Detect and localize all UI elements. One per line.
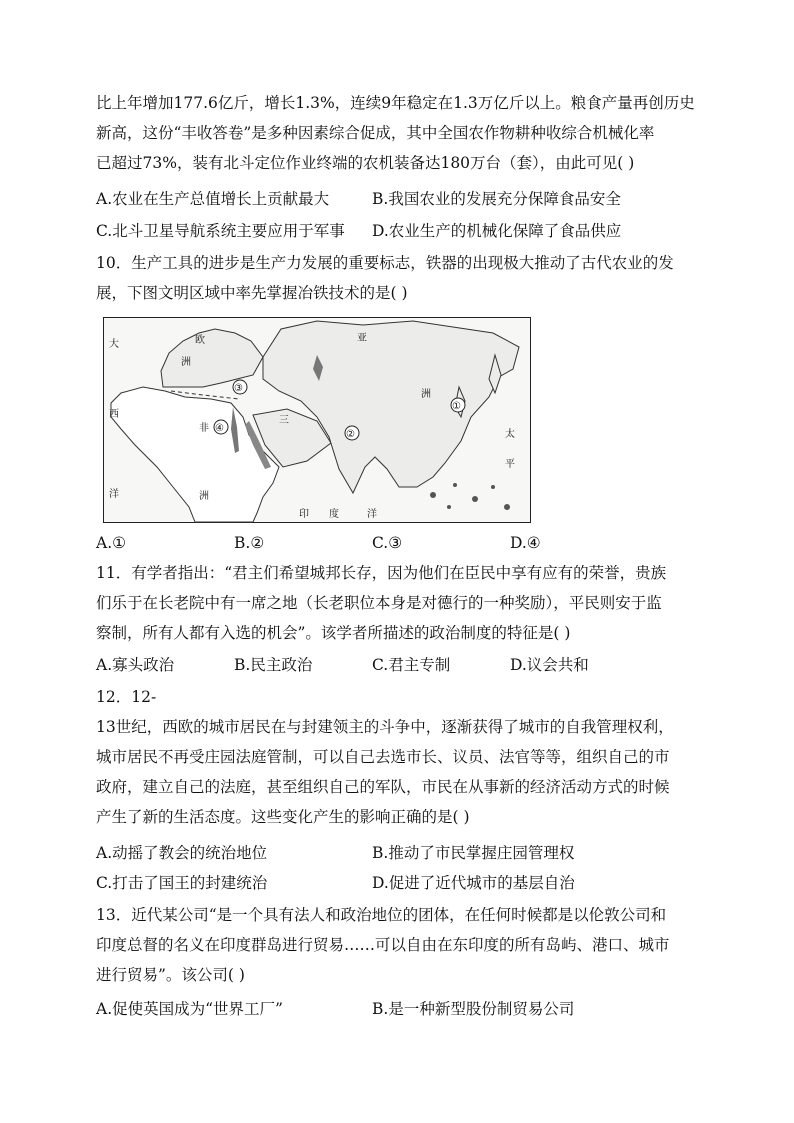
map-label-ping: 平: [505, 459, 515, 470]
q10-option-c[interactable]: C.③: [372, 534, 403, 552]
q12-option-a[interactable]: A.动摇了教会的统治地位: [96, 844, 268, 862]
q10-line-1: 10．生产工具的进步是生产力发展的重要标志，铁器的出现极大推动了古代农业的发: [96, 254, 674, 272]
q9-line-1: 比上年增加177.6亿斤，增长1.3%，连续9年稳定在1.3万亿斤以上。粮食产量再创历史: [96, 94, 695, 112]
map-label-san: 三: [279, 415, 289, 426]
q12-option-b[interactable]: B.推动了市民掌握庄园管理权: [372, 844, 575, 862]
map-marker-3: ③: [234, 383, 243, 394]
map-marker-2: ②: [346, 429, 355, 440]
q13-line-2: 印度总督的名义在印度群岛进行贸易……可以自由在东印度的所有岛屿、港口、城市: [96, 936, 670, 954]
q12-line-4: 产生了新的生活态度。这些变化产生的影响正确的是( ): [96, 808, 470, 826]
map-label-xi: 西: [109, 409, 119, 420]
q10-option-a[interactable]: A.①: [96, 534, 127, 552]
q9-option-a[interactable]: A.农业在生产总值增长上贡献最大: [96, 190, 330, 208]
map-label-zhou-eu: 洲: [181, 357, 191, 368]
q12-number: 12．12-: [96, 688, 157, 706]
q9-option-b[interactable]: B.我国农业的发展充分保障食品安全: [372, 190, 621, 208]
q9-option-d[interactable]: D.农业生产的机械化保障了食品供应: [372, 222, 622, 240]
world-civilization-map: [103, 317, 531, 523]
map-label-yang-atlantic: 洋: [109, 489, 119, 500]
q11-option-c[interactable]: C.君主专制: [372, 656, 451, 674]
q9-option-c[interactable]: C.北斗卫星导航系统主要应用于军事: [96, 222, 345, 240]
q10-option-b[interactable]: B.②: [234, 534, 265, 552]
map-marker-4: ④: [215, 423, 224, 434]
q9-line-3: 已超过73%，装有北斗定位作业终端的农机装备达180万台（套），由此可见( ): [96, 154, 635, 172]
q12-option-d[interactable]: D.促进了近代城市的基层自治: [372, 874, 575, 892]
q13-line-1: 13．近代某公司“是一个具有法人和政治地位的团体，在任何时候都是以伦敦公司和: [96, 906, 667, 924]
map-label-du: 度: [329, 509, 339, 520]
q11-line-1: 11．有学者指出：“君主们希望城邦长存，因为他们在臣民中享有应有的荣誉，贵族: [96, 564, 667, 582]
q11-option-a[interactable]: A.寡头政治: [96, 656, 175, 674]
map-label-tai: 太: [505, 429, 515, 440]
map-label-yang-indian: 洋: [367, 509, 377, 520]
q12-line-1: 13世纪，西欧的城市居民在与封建领主的斗争中，逐渐获得了城市的自我管理权利，: [96, 718, 674, 736]
map-label-ya: 亚: [357, 333, 367, 344]
map-label-zhou-as: 洲: [421, 389, 431, 400]
q13-option-b[interactable]: B.是一种新型股份制贸易公司: [372, 1000, 575, 1018]
q12-line-3: 政府，建立自己的法庭，甚至组织自己的军队，市民在从事新的经济活动方式的时候: [96, 778, 670, 796]
map-label-ou: 欧: [195, 335, 205, 346]
q11-line-3: 察制，所有人都有入选的机会”。该学者所描述的政治制度的特征是( ): [96, 624, 571, 642]
map-label-zhou-af: 洲: [199, 491, 209, 502]
map-label-fei: 非: [199, 423, 209, 434]
q11-option-d[interactable]: D.议会共和: [510, 656, 589, 674]
map-label-da: 大: [109, 339, 119, 350]
q9-line-2: 新高，这份“丰收答卷”是多种因素综合促成，其中全国农作物耕种收综合机械化率: [96, 124, 655, 142]
q13-option-a[interactable]: A.促使英国成为“世界工厂”: [96, 1000, 283, 1018]
q13-line-3: 进行贸易”。该公司( ): [96, 966, 245, 984]
map-marker-1: ①: [452, 401, 461, 412]
q10-option-d[interactable]: D.④: [510, 534, 541, 552]
q12-line-2: 城市居民不再受庄园法庭管制，可以自己去选市长、议员、法官等等，组织自己的市: [96, 748, 670, 766]
q11-option-b[interactable]: B.民主政治: [234, 656, 313, 674]
q11-line-2: 们乐于在长老院中有一席之地（长老职位本身是对德行的一种奖励），平民则安于监: [96, 594, 662, 612]
q10-line-2: 展，下图文明区域中率先掌握冶铁技术的是( ): [96, 284, 408, 302]
map-label-yin: 印: [299, 509, 309, 520]
q12-option-c[interactable]: C.打击了国王的封建统治: [96, 874, 268, 892]
